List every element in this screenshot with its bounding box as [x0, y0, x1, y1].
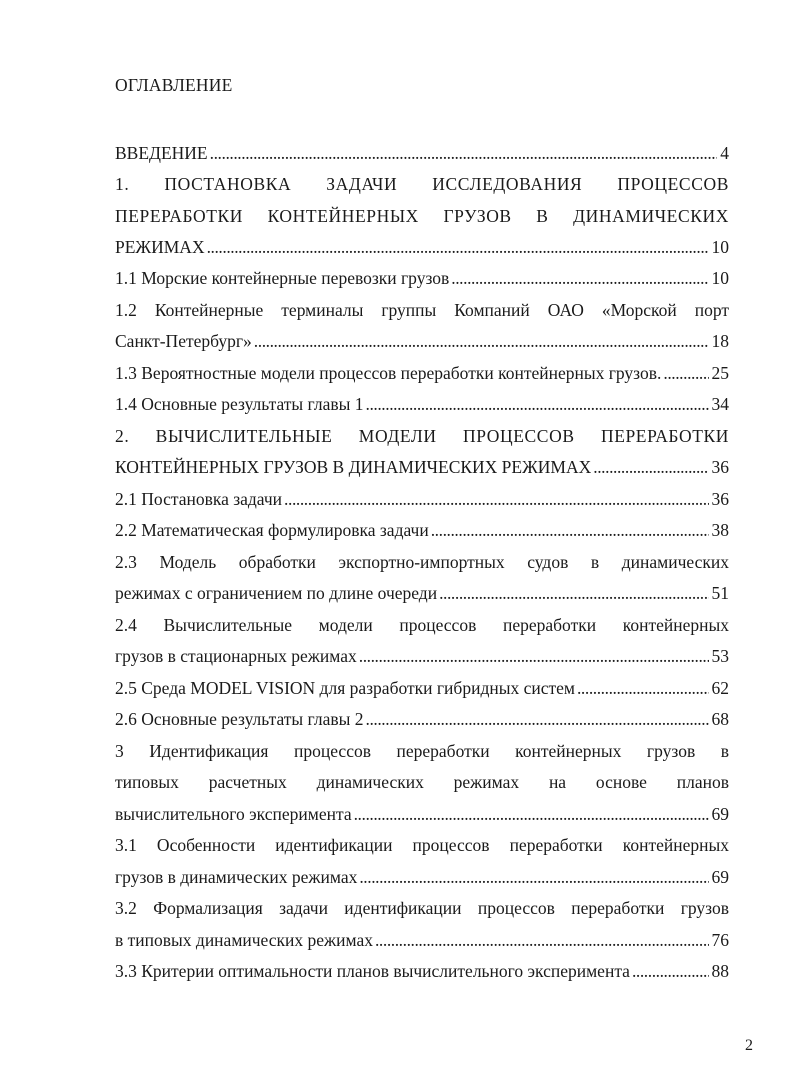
- toc-entry-page: 34: [711, 394, 729, 414]
- dot-leader: [354, 801, 709, 827]
- toc-entry-title: 2.1 Постановка задачи: [115, 489, 283, 509]
- toc-entry-title: в типовых динамических режимах: [115, 930, 373, 950]
- toc-entry[interactable]: [115, 958, 729, 984]
- toc-entry-line[interactable]: 1. ПОСТАНОВКА ЗАДАЧИ ИССЛЕДОВАНИЯ ПРОЦЕССОВ: [115, 174, 729, 194]
- toc-entry-line[interactable]: типовых расчетных динамических режимах на основе планов: [115, 772, 729, 792]
- dot-leader: [207, 234, 709, 260]
- toc-entry[interactable]: [115, 454, 729, 480]
- toc-entry-line[interactable]: 1.2 Контейнерные терминалы группы Компаний ОАО «Морской порт: [115, 300, 729, 320]
- toc-entry[interactable]: [115, 391, 729, 417]
- toc-entry-title: 2.5 Среда MODEL VISION для разработки гибридных систем: [115, 678, 575, 698]
- page-number: 2: [745, 1037, 753, 1054]
- toc-entry[interactable]: [115, 801, 729, 827]
- toc-entry-title: ВВЕДЕНИЕ: [115, 143, 208, 163]
- toc-entry-page: 38: [711, 520, 729, 540]
- toc-entry-title: 3.3 Критерии оптимальности планов вычислительного эксперимента: [115, 961, 630, 981]
- toc-entry-line[interactable]: 3.2 Формализация задачи идентификации процессов переработки грузов: [115, 898, 729, 918]
- toc-entry-line[interactable]: 3 Идентификация процессов переработки контейнерных грузов в: [115, 741, 729, 761]
- toc-entry-title: КОНТЕЙНЕРНЫХ ГРУЗОВ В ДИНАМИЧЕСКИХ РЕЖИМАХ: [115, 457, 592, 477]
- toc-entry-page: 36: [711, 457, 729, 477]
- toc-entry-line[interactable]: 3.1 Особенности идентификации процессов переработки контейнерных: [115, 835, 729, 855]
- toc-entry-page: 18: [711, 331, 729, 351]
- toc-entry-page: 62: [711, 678, 729, 698]
- dot-leader: [593, 454, 708, 480]
- dot-leader: [359, 864, 708, 890]
- dot-leader: [366, 706, 709, 732]
- toc-entry[interactable]: [115, 140, 729, 166]
- toc-entry[interactable]: [115, 265, 729, 291]
- toc-entry[interactable]: [115, 517, 729, 543]
- toc-entry[interactable]: [115, 486, 729, 512]
- toc-entry-title: вычислительного эксперимента: [115, 804, 352, 824]
- toc-entry-page: 10: [711, 237, 729, 257]
- toc-entry-title: Санкт-Петербург»: [115, 331, 252, 351]
- toc-entry-page: 69: [711, 867, 729, 887]
- toc-entry-page: 53: [711, 646, 729, 666]
- toc-entry-title: режимах с ограничением по длине очереди: [115, 583, 438, 603]
- dot-leader: [451, 265, 708, 291]
- toc-entry-page: 68: [711, 709, 729, 729]
- dot-leader: [284, 486, 708, 512]
- toc-entry-page: 51: [711, 583, 729, 603]
- toc-entry-line[interactable]: 2. ВЫЧИСЛИТЕЛЬНЫЕ МОДЕЛИ ПРОЦЕССОВ ПЕРЕРАБОТКИ: [115, 426, 729, 446]
- toc-entry[interactable]: [115, 360, 729, 386]
- toc-entry-page: 36: [711, 489, 729, 509]
- dot-leader: [663, 360, 708, 386]
- toc-entry-page: 76: [711, 930, 729, 950]
- toc-entry-title: 2.6 Основные результаты главы 2: [115, 709, 364, 729]
- dot-leader: [577, 675, 709, 701]
- dot-leader: [210, 140, 718, 166]
- dot-leader: [375, 927, 709, 953]
- dot-leader: [439, 580, 708, 606]
- toc-entry[interactable]: [115, 927, 729, 953]
- dot-leader: [632, 958, 709, 984]
- toc-entry-title: РЕЖИМАХ: [115, 237, 205, 257]
- toc-entry-page: 25: [711, 363, 729, 383]
- toc-entry-title: грузов в стационарных режимах: [115, 646, 357, 666]
- toc-entry[interactable]: [115, 864, 729, 890]
- toc-entry-title: грузов в динамических режимах: [115, 867, 358, 887]
- toc-entry-line[interactable]: 2.3 Модель обработки экспортно-импортных судов в динамических: [115, 552, 729, 572]
- dot-leader: [366, 391, 709, 417]
- toc-entry[interactable]: [115, 234, 729, 260]
- toc-entry[interactable]: [115, 706, 729, 732]
- toc-entry[interactable]: [115, 643, 729, 669]
- toc-entry-page: 10: [711, 268, 729, 288]
- toc-entry[interactable]: [115, 675, 729, 701]
- toc-entry[interactable]: [115, 328, 729, 354]
- toc-entry-title: 2.2 Математическая формулировка задачи: [115, 520, 429, 540]
- toc-entry-title: 1.3 Вероятностные модели процессов переработки контейнерных грузов.: [115, 363, 662, 383]
- toc-entry-title: 1.1 Морские контейнерные перевозки грузов: [115, 268, 450, 288]
- toc-entry-page: 88: [711, 961, 729, 981]
- dot-leader: [359, 643, 709, 669]
- toc-entry-line[interactable]: 2.4 Вычислительные модели процессов переработки контейнерных: [115, 615, 729, 635]
- toc-entry-page: 69: [711, 804, 729, 824]
- toc-entry-page: 4: [720, 143, 729, 163]
- toc-title: ОГЛАВЛЕНИЕ: [115, 75, 233, 95]
- dot-leader: [254, 328, 709, 354]
- toc-entry-line[interactable]: ПЕРЕРАБОТКИ КОНТЕЙНЕРНЫХ ГРУЗОВ В ДИНАМИЧЕСКИХ: [115, 206, 729, 226]
- dot-leader: [431, 517, 709, 543]
- toc-entry[interactable]: [115, 580, 729, 606]
- toc-entry-title: 1.4 Основные результаты главы 1: [115, 394, 364, 414]
